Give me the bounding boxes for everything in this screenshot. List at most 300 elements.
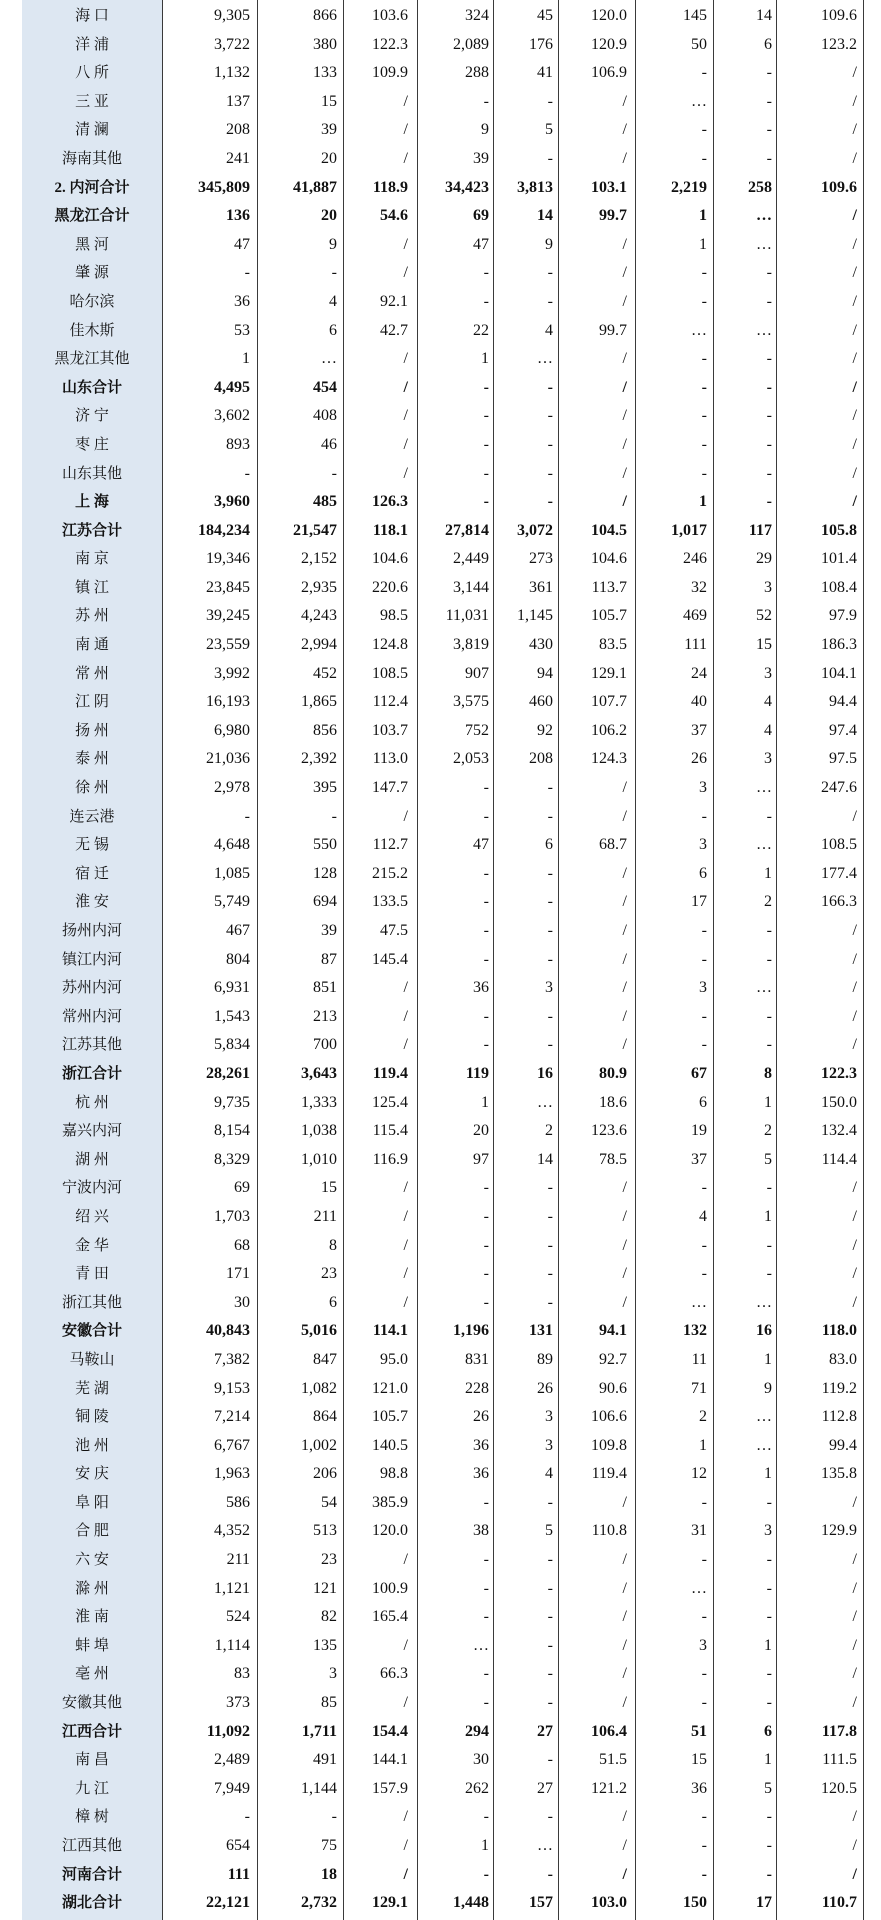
- value-cell-col-5: -: [547, 893, 553, 911]
- table-row: [0, 317, 881, 346]
- value-cell-col-3: 124.8: [372, 636, 408, 654]
- value-cell-col-7: -: [701, 1808, 707, 1826]
- value-cell-col-1: 171: [226, 1265, 250, 1283]
- value-cell-col-4: -: [483, 378, 489, 396]
- value-cell-col-1: 23,845: [206, 578, 250, 596]
- value-cell-col-1: 1,085: [214, 864, 250, 882]
- value-cell-col-3: 113.0: [372, 750, 408, 768]
- value-cell-col-2: -: [331, 1808, 337, 1826]
- value-cell-col-4: 26: [473, 1408, 489, 1426]
- value-cell-col-7: 37: [691, 1150, 707, 1168]
- value-cell-col-5: -: [547, 435, 553, 453]
- value-cell-col-8: 3: [764, 664, 772, 682]
- value-cell-col-2: 550: [313, 836, 337, 854]
- value-cell-col-6: /: [622, 1007, 627, 1025]
- row-label: 淮 安: [75, 894, 109, 911]
- value-cell-col-4: 228: [465, 1379, 489, 1397]
- value-cell-col-9: 132.4: [821, 1122, 857, 1140]
- value-cell-col-4: 27,814: [445, 521, 489, 539]
- value-cell-col-2: 1,144: [301, 1779, 337, 1797]
- value-cell-col-5: -: [547, 864, 553, 882]
- value-cell-col-3: 144.1: [372, 1751, 408, 1769]
- table-row: [0, 2, 881, 31]
- value-cell-col-8: 4: [764, 721, 772, 739]
- table-row: [0, 88, 881, 117]
- value-cell-col-5: 41: [537, 64, 553, 82]
- value-cell-col-2: -: [331, 264, 337, 282]
- value-cell-col-9: 111.5: [822, 1751, 857, 1769]
- value-cell-col-7: -: [701, 1007, 707, 1025]
- value-cell-col-6: /: [622, 121, 627, 139]
- value-cell-col-9: /: [852, 1808, 857, 1826]
- value-cell-col-2: 211: [313, 1207, 337, 1225]
- value-cell-col-6: 105.7: [591, 607, 627, 625]
- value-cell-col-9: /: [852, 1608, 857, 1626]
- value-cell-col-8: 9: [764, 1379, 772, 1397]
- value-cell-col-7: 31: [691, 1522, 707, 1540]
- value-cell-col-7: 145: [683, 7, 707, 24]
- value-cell-col-8: 6: [764, 1722, 772, 1740]
- value-cell-col-2: 135: [313, 1636, 337, 1654]
- value-cell-col-7: 111: [684, 636, 707, 654]
- subtotal-row: [0, 374, 881, 403]
- value-cell-col-3: 109.9: [372, 64, 408, 82]
- value-cell-col-3: 66.3: [380, 1665, 408, 1683]
- value-cell-col-7: -: [701, 1694, 707, 1712]
- value-cell-col-2: 700: [313, 1036, 337, 1054]
- value-cell-col-9: /: [852, 264, 857, 282]
- table-row: [0, 631, 881, 660]
- value-cell-col-2: 54: [321, 1493, 337, 1511]
- value-cell-col-6: 124.3: [591, 750, 627, 768]
- value-cell-col-2: 2,732: [301, 1894, 337, 1912]
- value-cell-col-4: 30: [473, 1751, 489, 1769]
- value-cell-col-2: 85: [321, 1694, 337, 1712]
- value-cell-col-6: /: [622, 235, 627, 253]
- row-label: 江西合计: [61, 1723, 122, 1740]
- value-cell-col-8: …: [756, 207, 772, 225]
- table-row: [0, 860, 881, 889]
- value-cell-col-9: 135.8: [821, 1465, 857, 1483]
- row-label: 连云港: [69, 808, 115, 825]
- value-cell-col-8: -: [766, 1694, 772, 1712]
- value-cell-col-3: 112.7: [372, 836, 408, 854]
- value-cell-col-1: 586: [226, 1493, 250, 1511]
- value-cell-col-6: /: [622, 1236, 627, 1254]
- value-cell-col-7: 50: [691, 35, 707, 53]
- table-row: [0, 974, 881, 1003]
- value-cell-col-2: 15: [321, 1179, 337, 1197]
- value-cell-col-8: -: [766, 1236, 772, 1254]
- value-cell-col-6: /: [622, 1608, 627, 1626]
- row-label: 池 州: [75, 1437, 109, 1454]
- value-cell-col-8: -: [766, 1665, 772, 1683]
- value-cell-col-6: /: [622, 1265, 627, 1283]
- value-cell-col-2: 5,016: [301, 1322, 337, 1340]
- value-cell-col-3: /: [403, 1636, 408, 1654]
- value-cell-col-1: 3,992: [214, 664, 250, 682]
- row-label: 哈尔滨: [69, 293, 115, 310]
- value-cell-col-9: 109.6: [821, 178, 857, 196]
- value-cell-col-8: -: [766, 1579, 772, 1597]
- value-cell-col-4: -: [483, 1808, 489, 1826]
- value-cell-col-4: -: [483, 1236, 489, 1254]
- value-cell-col-4: 47: [473, 836, 489, 854]
- value-cell-col-5: 4: [545, 1465, 553, 1483]
- value-cell-col-4: -: [483, 1293, 489, 1311]
- value-cell-col-9: 97.5: [829, 750, 857, 768]
- value-cell-col-4: 9: [481, 121, 489, 139]
- value-cell-col-4: -: [483, 779, 489, 797]
- value-cell-col-1: 893: [226, 435, 250, 453]
- value-cell-col-3: /: [403, 121, 408, 139]
- value-cell-col-2: 39: [321, 121, 337, 139]
- value-cell-col-8: 1: [764, 1465, 772, 1483]
- value-cell-col-6: 99.7: [599, 321, 627, 339]
- subtotal-row: [0, 517, 881, 546]
- value-cell-col-3: /: [403, 264, 408, 282]
- value-cell-col-5: 157: [529, 1894, 553, 1912]
- value-cell-col-6: 109.8: [591, 1436, 627, 1454]
- value-cell-col-4: -: [483, 1207, 489, 1225]
- value-cell-col-1: 6,980: [214, 721, 250, 739]
- row-label: 黑 河: [75, 236, 109, 253]
- value-cell-col-7: -: [701, 1837, 707, 1854]
- value-cell-col-4: -: [483, 92, 489, 110]
- value-cell-col-6: /: [622, 1493, 627, 1511]
- value-cell-col-4: -: [483, 407, 489, 425]
- value-cell-col-5: 45: [537, 7, 553, 24]
- value-cell-col-5: -: [547, 1179, 553, 1197]
- value-cell-col-4: 294: [465, 1722, 489, 1740]
- value-cell-col-3: 104.6: [372, 550, 408, 568]
- value-cell-col-3: /: [403, 807, 408, 825]
- value-cell-col-5: 3,072: [517, 521, 553, 539]
- value-cell-col-4: -: [483, 1493, 489, 1511]
- value-cell-col-4: 20: [473, 1122, 489, 1140]
- value-cell-col-6: 110.8: [591, 1522, 627, 1540]
- value-cell-col-1: 467: [226, 922, 250, 939]
- value-cell-col-7: 1: [699, 1436, 707, 1454]
- value-cell-col-7: -: [701, 1236, 707, 1254]
- value-cell-col-7: 37: [691, 721, 707, 739]
- value-cell-col-3: 145.4: [372, 950, 408, 968]
- table-row: [0, 1203, 881, 1232]
- table-row: [0, 1174, 881, 1203]
- row-label: 河南合计: [61, 1866, 122, 1883]
- value-cell-col-2: 856: [313, 721, 337, 739]
- value-cell-col-5: -: [547, 922, 553, 939]
- value-cell-col-6: /: [622, 950, 627, 968]
- value-cell-col-2: 864: [313, 1408, 337, 1426]
- value-cell-col-6: /: [622, 350, 627, 368]
- value-cell-col-5: 3,813: [517, 178, 553, 196]
- value-cell-col-8: -: [766, 1493, 772, 1511]
- value-cell-col-2: 46: [321, 435, 337, 453]
- value-cell-col-7: -: [701, 1665, 707, 1683]
- value-cell-col-7: 6: [699, 864, 707, 882]
- value-cell-col-7: 2: [699, 1408, 707, 1426]
- value-cell-col-2: …: [321, 350, 337, 368]
- row-label: 济 宁: [75, 408, 109, 425]
- value-cell-col-5: 27: [537, 1779, 553, 1797]
- value-cell-col-5: -: [547, 1808, 553, 1826]
- row-label: 宁波内河: [61, 1180, 122, 1197]
- value-cell-col-1: 11,092: [206, 1722, 250, 1740]
- value-cell-col-3: 215.2: [372, 864, 408, 882]
- value-cell-col-6: 83.5: [599, 636, 627, 654]
- value-cell-col-6: 113.7: [591, 578, 627, 596]
- value-cell-col-8: -: [766, 464, 772, 482]
- value-cell-col-1: 4,352: [214, 1522, 250, 1540]
- value-cell-col-8: -: [766, 435, 772, 453]
- table-row: [0, 602, 881, 631]
- value-cell-col-4: -: [483, 1865, 489, 1883]
- value-cell-col-3: /: [403, 979, 408, 997]
- value-cell-col-8: 52: [756, 607, 772, 625]
- value-cell-col-6: /: [622, 1036, 627, 1054]
- value-cell-col-2: 6: [329, 321, 337, 339]
- value-cell-col-8: -: [766, 922, 772, 939]
- value-cell-col-7: …: [691, 321, 707, 339]
- value-cell-col-8: 4: [764, 693, 772, 711]
- table-row: [0, 145, 881, 174]
- value-cell-col-4: -: [483, 950, 489, 968]
- table-row: [0, 59, 881, 88]
- value-cell-col-2: 485: [313, 493, 337, 511]
- value-cell-col-9: 120.5: [821, 1779, 857, 1797]
- row-label: 山东合计: [61, 379, 122, 396]
- row-label: 六 安: [75, 1552, 109, 1569]
- value-cell-col-2: 75: [321, 1837, 337, 1854]
- value-cell-col-1: 6,931: [214, 979, 250, 997]
- value-cell-col-8: -: [766, 1036, 772, 1054]
- value-cell-col-2: 491: [313, 1751, 337, 1769]
- value-cell-col-8: 6: [764, 35, 772, 53]
- row-label: 铜 陵: [75, 1409, 109, 1426]
- value-cell-col-9: /: [852, 1236, 857, 1254]
- value-cell-col-5: -: [547, 378, 553, 396]
- value-cell-col-3: /: [403, 407, 408, 425]
- value-cell-col-3: /: [403, 1551, 408, 1569]
- value-cell-col-9: 94.4: [829, 693, 857, 711]
- value-cell-col-9: /: [852, 64, 857, 82]
- value-cell-col-7: -: [701, 464, 707, 482]
- value-cell-col-7: 6: [699, 1093, 707, 1111]
- table-row: [0, 1089, 881, 1118]
- value-cell-col-5: 14: [537, 207, 553, 225]
- value-cell-col-4: 3,144: [453, 578, 489, 596]
- table-row: [0, 1432, 881, 1461]
- value-cell-col-4: 752: [465, 721, 489, 739]
- value-cell-col-8: -: [766, 407, 772, 425]
- value-cell-col-3: 103.6: [372, 7, 408, 24]
- value-cell-col-1: 19,346: [206, 550, 250, 568]
- value-cell-col-1: 4,495: [214, 378, 250, 396]
- value-cell-col-6: 103.1: [591, 178, 627, 196]
- value-cell-col-9: /: [852, 1694, 857, 1712]
- value-cell-col-7: -: [701, 435, 707, 453]
- table-row: [0, 1775, 881, 1804]
- value-cell-col-7: 3: [699, 836, 707, 854]
- value-cell-col-6: /: [622, 1207, 627, 1225]
- value-cell-col-5: -: [547, 92, 553, 110]
- value-cell-col-5: -: [547, 407, 553, 425]
- value-cell-col-9: /: [852, 1293, 857, 1311]
- value-cell-col-7: 132: [683, 1322, 707, 1340]
- row-label: 无 锡: [75, 837, 109, 854]
- row-label: 马鞍山: [69, 1351, 115, 1368]
- value-cell-col-6: /: [622, 435, 627, 453]
- value-cell-col-3: 92.1: [380, 292, 408, 310]
- value-cell-col-4: 2,449: [453, 550, 489, 568]
- value-cell-col-3: 125.4: [372, 1093, 408, 1111]
- value-cell-col-9: 109.6: [821, 7, 857, 24]
- value-cell-col-5: 27: [537, 1722, 553, 1740]
- value-cell-col-5: 3: [545, 1436, 553, 1454]
- value-cell-col-9: 110.7: [821, 1894, 857, 1912]
- value-cell-col-5: 4: [545, 321, 553, 339]
- value-cell-col-3: 147.7: [372, 779, 408, 797]
- value-cell-col-5: -: [547, 493, 553, 511]
- value-cell-col-2: 41,887: [293, 178, 337, 196]
- value-cell-col-2: 2,935: [301, 578, 337, 596]
- row-label: 芜 湖: [75, 1380, 109, 1397]
- value-cell-col-5: 460: [529, 693, 553, 711]
- table-row: [0, 774, 881, 803]
- value-cell-col-8: 17: [756, 1894, 772, 1912]
- value-cell-col-4: 288: [465, 64, 489, 82]
- value-cell-col-8: -: [766, 264, 772, 282]
- value-cell-col-9: 166.3: [821, 893, 857, 911]
- value-cell-col-6: /: [622, 264, 627, 282]
- table-row: [0, 574, 881, 603]
- value-cell-col-2: 87: [321, 950, 337, 968]
- table-row: [0, 946, 881, 975]
- table-row: [0, 1746, 881, 1775]
- value-cell-col-3: /: [403, 350, 408, 368]
- value-cell-col-3: 126.3: [372, 493, 408, 511]
- row-label: 安徽合计: [61, 1323, 122, 1340]
- row-label: 蚌 埠: [75, 1637, 109, 1654]
- value-cell-col-7: -: [701, 378, 707, 396]
- value-cell-col-7: …: [691, 1579, 707, 1597]
- value-cell-col-9: /: [852, 1837, 857, 1854]
- value-cell-col-8: -: [766, 350, 772, 368]
- value-cell-col-3: /: [403, 1808, 408, 1826]
- value-cell-col-4: -: [483, 1551, 489, 1569]
- value-cell-col-8: …: [756, 836, 772, 854]
- value-cell-col-9: 97.4: [829, 721, 857, 739]
- value-cell-col-2: -: [331, 807, 337, 825]
- value-cell-col-6: 106.9: [591, 64, 627, 82]
- value-cell-col-4: -: [483, 1265, 489, 1283]
- value-cell-col-3: 47.5: [380, 922, 408, 939]
- value-cell-col-3: /: [403, 1207, 408, 1225]
- value-cell-col-5: -: [547, 1207, 553, 1225]
- value-cell-col-5: -: [547, 1579, 553, 1597]
- value-cell-col-9: /: [852, 807, 857, 825]
- row-label: 江 阴: [75, 694, 109, 711]
- value-cell-col-1: 40,843: [206, 1322, 250, 1340]
- row-label: 江西其他: [61, 1838, 122, 1854]
- row-label: 佳木斯: [69, 322, 115, 339]
- value-cell-col-6: /: [622, 378, 627, 396]
- value-cell-col-1: 1,703: [214, 1207, 250, 1225]
- value-cell-col-2: 20: [321, 149, 337, 167]
- value-cell-col-7: -: [701, 950, 707, 968]
- value-cell-col-5: 5: [545, 121, 553, 139]
- value-cell-col-8: -: [766, 1865, 772, 1883]
- value-cell-col-1: 7,949: [214, 1779, 250, 1797]
- value-cell-col-1: 2,978: [214, 779, 250, 797]
- value-cell-col-5: 6: [545, 836, 553, 854]
- value-cell-col-1: 9,735: [214, 1093, 250, 1111]
- value-cell-col-6: 90.6: [599, 1379, 627, 1397]
- value-cell-col-2: 3,643: [301, 1064, 337, 1082]
- table-row: [0, 402, 881, 431]
- value-cell-col-4: -: [483, 1579, 489, 1597]
- value-cell-col-5: -: [547, 1551, 553, 1569]
- value-cell-col-7: -: [701, 807, 707, 825]
- value-cell-col-4: 907: [465, 664, 489, 682]
- value-cell-col-2: 2,152: [301, 550, 337, 568]
- row-label: 泰 州: [75, 751, 109, 768]
- value-cell-col-9: /: [852, 950, 857, 968]
- value-cell-col-1: 137: [226, 92, 250, 110]
- value-cell-col-9: 83.0: [829, 1350, 857, 1368]
- value-cell-col-6: /: [622, 464, 627, 482]
- subtotal-row: [0, 488, 881, 517]
- value-cell-col-9: 114.4: [821, 1150, 857, 1168]
- table-row: [0, 1603, 881, 1632]
- value-cell-col-2: 1,333: [301, 1093, 337, 1111]
- value-cell-col-8: -: [766, 1179, 772, 1197]
- value-cell-col-2: 4,243: [301, 607, 337, 625]
- value-cell-col-5: -: [547, 1007, 553, 1025]
- value-cell-col-1: 1,963: [214, 1465, 250, 1483]
- value-cell-col-6: 68.7: [599, 836, 627, 854]
- value-cell-col-2: 8: [329, 1236, 337, 1254]
- value-cell-col-2: 847: [313, 1350, 337, 1368]
- value-cell-col-2: 1,865: [301, 693, 337, 711]
- value-cell-col-1: 111: [227, 1865, 250, 1883]
- value-cell-col-3: 98.5: [380, 607, 408, 625]
- value-cell-col-5: 26: [537, 1379, 553, 1397]
- subtotal-row: [0, 1718, 881, 1747]
- value-cell-col-6: 103.0: [591, 1894, 627, 1912]
- value-cell-col-8: -: [766, 807, 772, 825]
- value-cell-col-9: 247.6: [821, 779, 857, 797]
- value-cell-col-9: /: [852, 1265, 857, 1283]
- value-cell-col-4: 11,031: [445, 607, 489, 625]
- value-cell-col-2: 20: [321, 207, 337, 225]
- value-cell-col-5: 131: [529, 1322, 553, 1340]
- value-cell-col-5: -: [547, 1665, 553, 1683]
- value-cell-col-5: -: [547, 464, 553, 482]
- value-cell-col-6: 121.2: [591, 1779, 627, 1797]
- row-label: 枣 庄: [75, 436, 109, 453]
- value-cell-col-8: 5: [764, 1779, 772, 1797]
- value-cell-col-7: 26: [691, 750, 707, 768]
- table-row: [0, 1489, 881, 1518]
- value-cell-col-7: -: [701, 922, 707, 939]
- value-cell-col-5: -: [547, 1865, 553, 1883]
- table-row: [0, 1403, 881, 1432]
- row-label: 山东其他: [61, 465, 122, 482]
- value-cell-col-8: …: [756, 979, 772, 997]
- value-cell-col-1: 7,214: [214, 1408, 250, 1426]
